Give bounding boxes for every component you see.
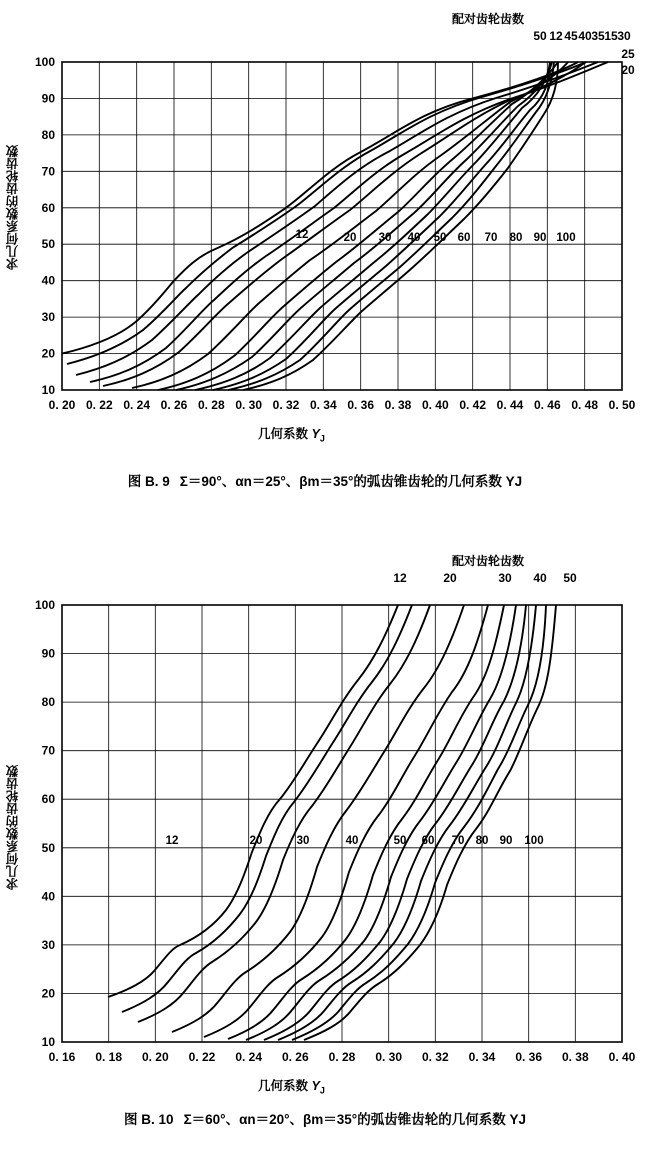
- svg-text:90: 90: [533, 232, 547, 244]
- fig1-caption: [0, 470, 650, 490]
- svg-text:20: 20: [249, 835, 263, 847]
- figure-b10: [0, 520, 650, 1140]
- fig1-x-axis-label-text: 几何系数: [258, 427, 312, 441]
- svg-text:50: 50: [393, 835, 407, 847]
- svg-text:0. 24: 0. 24: [123, 398, 151, 412]
- svg-text:10: 10: [41, 1035, 55, 1049]
- fig1-grid: [62, 62, 622, 390]
- fig2-top-labels: [393, 571, 577, 585]
- svg-text:0. 38: 0. 38: [384, 398, 412, 412]
- svg-text:40: 40: [533, 571, 547, 585]
- svg-text:0. 40: 0. 40: [608, 1050, 636, 1064]
- fig1-caption-label: 图 B. 9: [127, 474, 170, 489]
- fig1-x-ticks: [49, 398, 636, 412]
- fig1-caption-text: Σ＝90°、αn＝25°、βm＝35°的弧齿锥齿轮的几何系数 YJ: [179, 474, 523, 489]
- svg-text:0. 24: 0. 24: [235, 1050, 263, 1064]
- fig2-y-ticks: [35, 598, 55, 1049]
- svg-text:80: 80: [41, 695, 55, 710]
- fig2-curve-12: [108, 605, 398, 997]
- fig1-svg: [0, 0, 650, 420]
- svg-text:0. 32: 0. 32: [272, 398, 300, 412]
- fig1-curve-40: [132, 62, 568, 388]
- svg-text:0. 20: 0. 20: [48, 398, 76, 412]
- svg-text:30: 30: [296, 835, 310, 847]
- fig2-curves: [108, 605, 556, 1040]
- svg-text:50: 50: [433, 232, 447, 244]
- figure-b9: [0, 0, 650, 520]
- fig1-y-ticks: [35, 55, 55, 397]
- svg-text:100: 100: [524, 835, 544, 847]
- svg-text:30: 30: [498, 571, 512, 585]
- svg-text:50: 50: [41, 840, 55, 855]
- svg-text:0. 48: 0. 48: [571, 398, 599, 412]
- svg-text:0. 28: 0. 28: [328, 1050, 356, 1064]
- svg-text:0. 32: 0. 32: [421, 1050, 449, 1064]
- svg-text:30: 30: [378, 232, 392, 244]
- fig1-y-axis-label: 求几何系数的齿轮齿数: [6, 145, 20, 270]
- fig1-inline-labels: [296, 229, 576, 244]
- fig2-plot: [0, 520, 650, 1080]
- svg-text:15: 15: [604, 29, 618, 43]
- fig1-plot-border: [62, 62, 622, 390]
- svg-text:90: 90: [41, 646, 55, 661]
- svg-text:0. 28: 0. 28: [197, 398, 225, 412]
- fig2-caption-text: Σ＝60°、αn＝20°、βm＝35°的弧齿锥齿轮的几何系数 YJ: [183, 1112, 526, 1127]
- svg-text:30: 30: [617, 29, 631, 43]
- svg-text:50: 50: [533, 29, 547, 43]
- svg-text:0. 50: 0. 50: [608, 398, 636, 412]
- svg-text:40: 40: [41, 889, 55, 904]
- svg-text:0. 22: 0. 22: [188, 1050, 216, 1064]
- svg-text:50: 50: [563, 571, 577, 585]
- svg-text:70: 70: [451, 835, 465, 847]
- svg-text:30: 30: [41, 310, 55, 325]
- fig1-curve-100: [243, 62, 558, 390]
- svg-text:12: 12: [165, 835, 179, 847]
- svg-text:12: 12: [393, 571, 407, 585]
- svg-text:0. 34: 0. 34: [468, 1050, 496, 1064]
- svg-text:60: 60: [421, 835, 435, 847]
- fig1-curve-60: [176, 62, 552, 390]
- fig1-x-axis-subscript: J: [319, 433, 325, 444]
- svg-text:0. 26: 0. 26: [281, 1050, 309, 1064]
- fig2-top-note: 配对齿轮齿数: [452, 554, 525, 568]
- fig1-x-axis-symbol: Y: [311, 427, 320, 441]
- fig1-plot: [0, 0, 650, 420]
- fig1-curves: [62, 62, 608, 390]
- svg-text:70: 70: [41, 743, 55, 758]
- svg-text:40: 40: [345, 835, 359, 847]
- svg-text:90: 90: [499, 835, 513, 847]
- svg-text:0. 30: 0. 30: [235, 398, 263, 412]
- svg-text:100: 100: [34, 598, 55, 612]
- svg-text:0. 34: 0. 34: [309, 398, 337, 412]
- svg-text:100: 100: [34, 55, 55, 69]
- svg-text:12: 12: [295, 229, 309, 241]
- svg-text:0. 38: 0. 38: [561, 1050, 589, 1064]
- svg-text:0. 22: 0. 22: [85, 398, 113, 412]
- svg-text:0. 26: 0. 26: [160, 398, 188, 412]
- svg-text:25: 25: [621, 47, 635, 61]
- svg-text:60: 60: [457, 232, 471, 244]
- fig1-x-axis-label: [258, 424, 325, 444]
- svg-text:20: 20: [621, 63, 635, 77]
- svg-text:0. 20: 0. 20: [141, 1050, 169, 1064]
- fig2-curve-80: [278, 605, 536, 1040]
- svg-text:10: 10: [41, 383, 55, 397]
- svg-text:45: 45: [564, 29, 578, 43]
- fig2-y-axis-label: 求几何系数的齿轮齿数: [6, 765, 20, 890]
- fig2-caption: [0, 1108, 650, 1128]
- svg-text:60: 60: [41, 200, 55, 215]
- svg-text:20: 20: [41, 986, 55, 1001]
- svg-text:40: 40: [578, 29, 592, 43]
- svg-text:50: 50: [41, 237, 55, 252]
- svg-text:80: 80: [475, 835, 489, 847]
- fig2-curve-20: [138, 605, 430, 1022]
- fig2-x-axis-symbol: Y: [311, 1079, 320, 1093]
- svg-text:0. 42: 0. 42: [459, 398, 487, 412]
- svg-text:0. 36: 0. 36: [515, 1050, 543, 1064]
- fig2-x-axis-subscript: J: [319, 1085, 325, 1096]
- svg-text:0. 30: 0. 30: [375, 1050, 403, 1064]
- svg-text:100: 100: [556, 232, 576, 244]
- svg-text:0. 36: 0. 36: [347, 398, 375, 412]
- fig2-x-axis-label-text: 几何系数: [258, 1079, 312, 1093]
- fig2-svg: [0, 520, 650, 1080]
- svg-text:20: 20: [41, 346, 55, 361]
- fig2-caption-label: 图 B. 10: [124, 1112, 174, 1127]
- fig2-inline-labels: [166, 835, 544, 847]
- svg-text:0. 18: 0. 18: [95, 1050, 123, 1064]
- svg-text:20: 20: [443, 571, 457, 585]
- fig2-x-ticks: [49, 1050, 636, 1064]
- svg-text:70: 70: [484, 232, 498, 244]
- svg-text:0. 46: 0. 46: [533, 398, 561, 412]
- svg-text:0. 40: 0. 40: [421, 398, 449, 412]
- svg-text:70: 70: [41, 164, 55, 179]
- svg-text:0. 44: 0. 44: [496, 398, 524, 412]
- svg-text:20: 20: [343, 232, 357, 244]
- svg-text:60: 60: [41, 792, 55, 807]
- svg-text:80: 80: [41, 127, 55, 142]
- svg-text:30: 30: [41, 937, 55, 952]
- fig1-top-note: 配对齿轮齿数: [452, 12, 525, 26]
- svg-text:0. 16: 0. 16: [48, 1050, 76, 1064]
- svg-text:40: 40: [407, 232, 421, 244]
- svg-text:80: 80: [509, 232, 523, 244]
- svg-text:40: 40: [41, 273, 55, 288]
- svg-text:90: 90: [41, 91, 55, 106]
- svg-text:35: 35: [591, 29, 605, 43]
- svg-text:12: 12: [549, 29, 563, 43]
